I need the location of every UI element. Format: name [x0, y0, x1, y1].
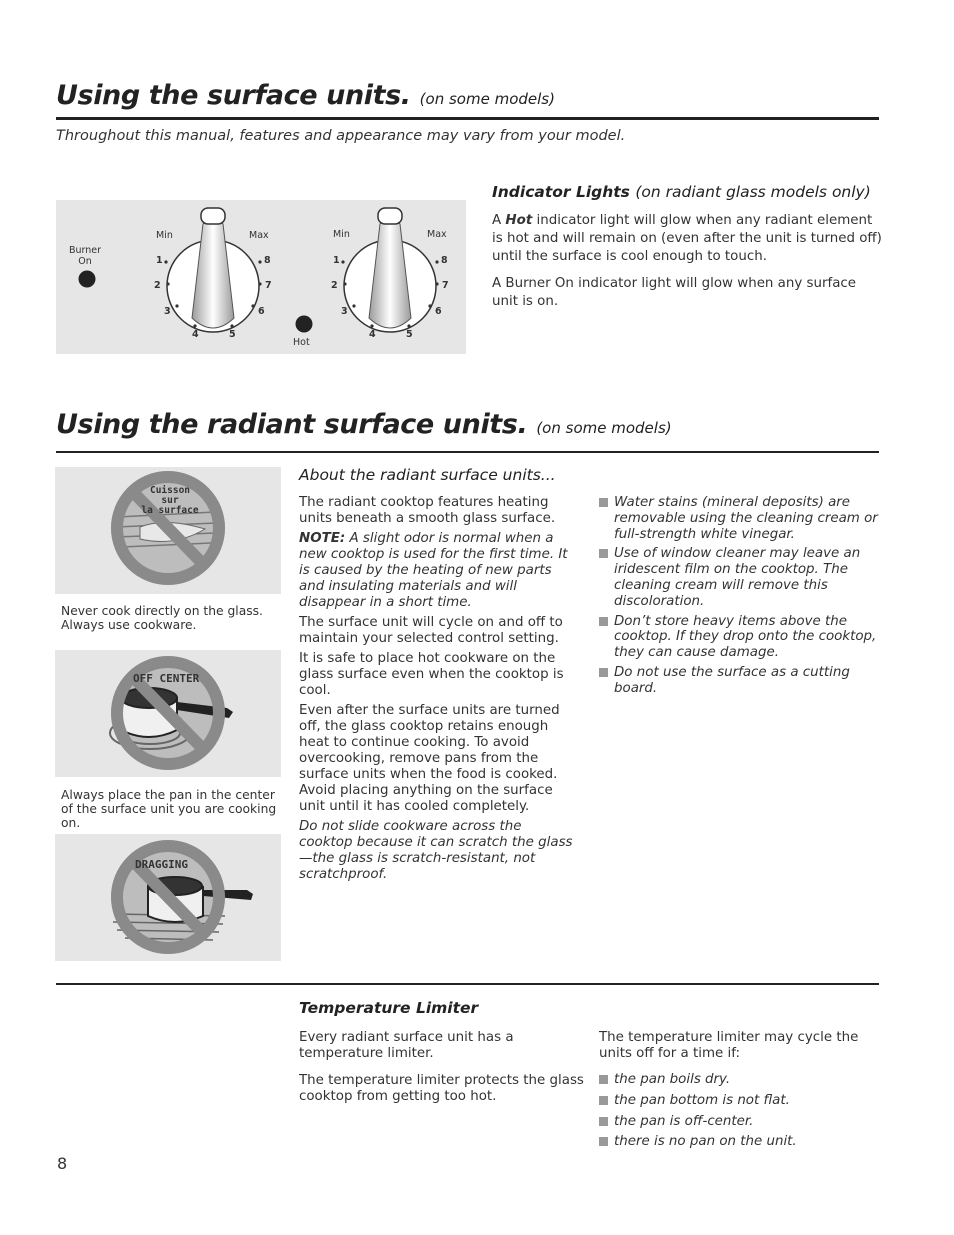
- page-number: 8: [57, 1154, 68, 1173]
- knob-left-num-1: 1: [156, 255, 163, 266]
- indicator-paragraph-1: [492, 212, 882, 266]
- knob-right-num-6: 6: [435, 306, 442, 317]
- about-bullet-2: Use of window cleaner may leave an iridescent film on the cooktop. The cleaning cream will remove this discoloration.: [599, 546, 881, 609]
- about-bullet-3: Don’t store heavy items above the cooktop. If they drop onto the cooktop, they can cause damage.: [599, 614, 881, 661]
- cook-on-surface-label-line2: la surface: [141, 505, 199, 516]
- about-paragraph-1: The radiant cooktop features heating units beneath a smooth glass surface.: [299, 495, 556, 526]
- about-note: [299, 531, 577, 611]
- knob-left-num-3: 3: [164, 306, 171, 317]
- burner-on-label: [67, 245, 103, 267]
- about-note-label: NOTE:: [299, 531, 346, 546]
- knob-left-num-5: 5: [229, 329, 236, 340]
- limiter-paragraph-2: The temperature limiter protects the glass cooktop from getting too hot.: [299, 1073, 584, 1104]
- image-cook-on-surface: [55, 467, 281, 594]
- knob-right-num-2: 2: [331, 280, 338, 291]
- indicator-p1-hot: Hot: [505, 213, 533, 228]
- dragging-label: DRAGGING: [135, 858, 188, 871]
- limiter-bullet-3: the pan is off-center.: [599, 1114, 881, 1130]
- about-heading: About the radiant surface units...: [299, 466, 556, 484]
- about-note-text: A slight odor is normal when a new cooktop is used for the first time. It is caused by the heating of new parts and insulating materials and will disappear in a short time.: [299, 531, 568, 610]
- indicator-p1-post: indicator light will glow when any radiant element is hot and will remain on (even after the unit is turned off) until the surface is cool enough to touch.: [492, 213, 882, 264]
- about-paragraph-2: The surface unit will cycle on and off to maintain your selected control setting.: [299, 615, 563, 646]
- limiter-bullet-1: the pan boils dry.: [599, 1072, 881, 1088]
- indicator-p1-pre: A: [492, 213, 506, 228]
- indicator-heading: [492, 183, 871, 201]
- knob-left-num-4: 4: [192, 329, 199, 340]
- section1-intro: Throughout this manual, features and appearance may vary from your model.: [56, 128, 626, 144]
- burner-on-label-line2: On: [78, 256, 92, 267]
- knob-left-num-8: 8: [264, 255, 271, 266]
- section2-title-note: (on some models): [536, 419, 672, 437]
- limiter-left-body: [299, 1030, 584, 1105]
- image-cook-on-surface-caption: Never cook directly on the glass. Always use cookware.: [61, 604, 263, 632]
- section2-title: [56, 409, 672, 440]
- knob-right-num-4: 4: [369, 329, 376, 340]
- section2-title-text: Using the radiant surface units.: [56, 409, 528, 440]
- cook-on-surface-label-line1: Cuisson sur: [149, 485, 191, 506]
- knob-left-max-label: Max: [249, 230, 269, 241]
- knob-left-num-2: 2: [154, 280, 161, 291]
- indicator-body: [492, 212, 882, 311]
- knob-left-min-label: Min: [156, 230, 173, 241]
- dragging-svg: [55, 834, 281, 961]
- section1-title: [56, 80, 555, 111]
- knob-left: [167, 208, 259, 332]
- indicator-heading-note: (on radiant glass models only): [635, 183, 871, 201]
- section1-rule: [56, 117, 879, 120]
- limiter-paragraph-1: Every radiant surface unit has a temperature limiter.: [299, 1030, 514, 1061]
- limiter-heading: Temperature Limiter: [299, 999, 479, 1017]
- indicator-paragraph-2: A Burner On indicator light will glow when any surface unit is on.: [492, 276, 857, 309]
- section1-title-text: Using the surface units.: [56, 80, 411, 111]
- knob-right-num-3: 3: [341, 306, 348, 317]
- cook-on-surface-label: [140, 486, 200, 516]
- section2-rule: [56, 451, 879, 453]
- limiter-bullet-4: there is no pan on the unit.: [599, 1134, 881, 1150]
- limiter-right-body: [599, 1030, 881, 1150]
- about-bullets: [599, 495, 881, 697]
- off-center-label: OFF CENTER: [133, 672, 200, 685]
- burner-on-indicator-light: [79, 271, 96, 288]
- knob-right: [344, 208, 436, 332]
- control-panel-svg: [56, 200, 466, 354]
- knob-right-num-1: 1: [333, 255, 340, 266]
- section1-title-note: (on some models): [419, 90, 555, 108]
- knob-right-max-label: Max: [427, 229, 447, 240]
- limiter-bullet-2: the pan bottom is not flat.: [599, 1093, 881, 1109]
- about-bullet-1: Water stains (mineral deposits) are removable using the cleaning cream or full-strength white vinegar.: [599, 495, 881, 542]
- knob-left-num-6: 6: [258, 306, 265, 317]
- about-paragraph-3: It is safe to place hot cookware on the glass surface even when the cooktop is cool.: [299, 651, 564, 698]
- knob-right-num-8: 8: [441, 255, 448, 266]
- about-bullet-4: Do not use the surface as a cutting board.: [599, 665, 881, 697]
- image-off-center: [55, 650, 281, 777]
- image-dragging: [55, 834, 281, 961]
- limiter-paragraph-3: The temperature limiter may cycle the units off for a time if:: [599, 1030, 859, 1061]
- knob-right-num-5: 5: [406, 329, 413, 340]
- knob-right-num-7: 7: [442, 280, 449, 291]
- off-center-svg: [55, 650, 281, 777]
- hot-indicator-light: [296, 316, 313, 333]
- hot-label: Hot: [293, 337, 310, 348]
- control-panel-illustration: [56, 200, 466, 354]
- about-paragraph-5: Do not slide cookware across the cooktop because it can scratch the glass—the glass is scratch-resistant, not scratchproof.: [299, 819, 573, 882]
- burner-on-label-line1: Burner: [68, 245, 102, 256]
- about-body: [299, 495, 577, 883]
- indicator-heading-text: Indicator Lights: [492, 183, 630, 201]
- about-paragraph-4: Even after the surface units are turned off, the glass cooktop retains enough heat to continue cooking. To avoid overcooking, remove pans from the surface units when the food is cooked. Avoid placing anything on the surface unit until it has cooled completely.: [299, 703, 560, 814]
- limiter-rule: [56, 983, 879, 985]
- knob-left-num-7: 7: [265, 280, 272, 291]
- image-off-center-caption: Always place the pan in the center of the surface unit you are cooking on.: [61, 788, 277, 830]
- knob-right-min-label: Min: [333, 229, 350, 240]
